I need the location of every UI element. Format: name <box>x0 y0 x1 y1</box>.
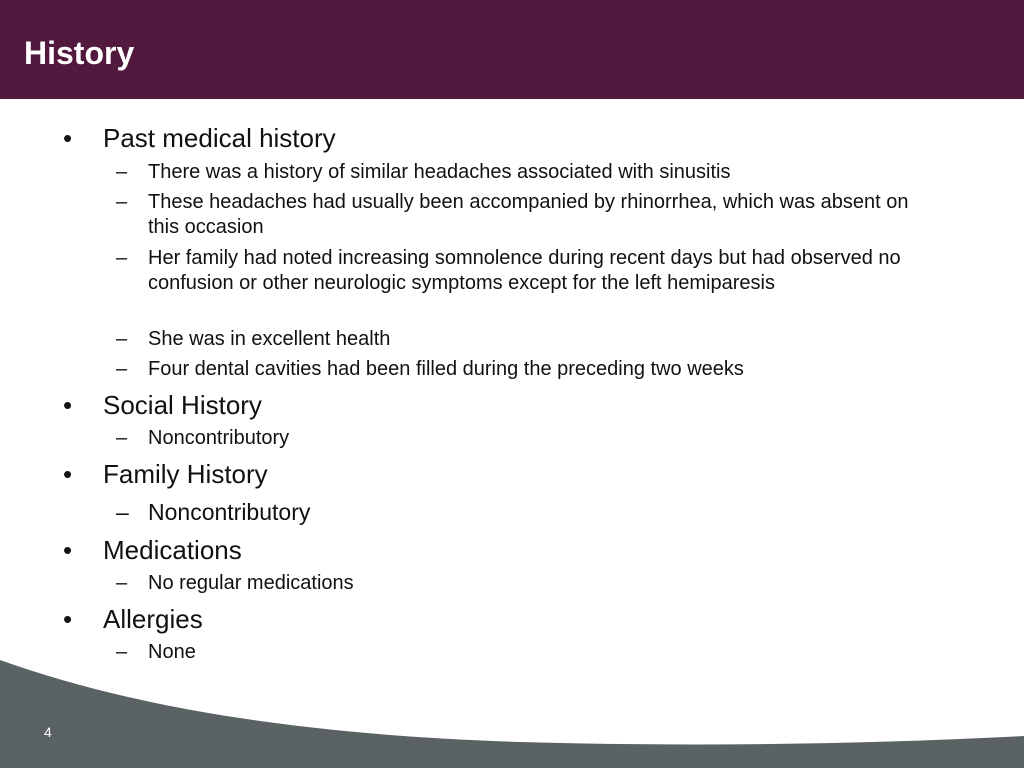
bullet-label: Social History <box>103 390 262 420</box>
footer-swoosh <box>0 640 1024 768</box>
sub-bullet-marker: – <box>116 247 128 269</box>
bullet-label: Family History <box>103 459 268 489</box>
sub-bullet-marker: – <box>116 641 128 663</box>
sub-bullet-marker: – <box>116 572 128 594</box>
sub-bullet-marker: – <box>116 358 128 380</box>
sub-bullet-marker: – <box>116 427 128 449</box>
sub-bullet-text: There was a history of similar headaches associated with sinusitis <box>148 161 731 183</box>
bullet-marker: • <box>63 459 73 489</box>
sub-bullet-text: Her family had noted increasing somnolence during recent days but had observed no confusion or other neurologic symptoms except for the left hemiparesis <box>148 247 901 294</box>
slide-title: History <box>24 35 135 71</box>
sub-bullet-text: These headaches had usually been accompanied by rhinorrhea, which was absent on this occasion <box>148 191 909 238</box>
sub-bullet-text: Noncontributory <box>148 499 311 525</box>
sub-bullet-marker: – <box>116 499 129 525</box>
sub-bullet-text: None <box>148 641 196 663</box>
sub-bullet-marker: – <box>116 191 128 213</box>
sub-bullet-text: She was in excellent health <box>148 328 391 350</box>
sub-bullet-marker: – <box>116 328 128 350</box>
footer-swoosh-shape <box>0 660 1024 768</box>
bullet-label: Medications <box>103 535 242 565</box>
bullet-label: Past medical history <box>103 123 336 153</box>
bullet-marker: • <box>63 535 73 565</box>
bullet-marker: • <box>63 123 73 153</box>
sub-bullet-text: Noncontributory <box>148 427 290 449</box>
sub-bullet-text: No regular medications <box>148 572 354 594</box>
bullet-marker: • <box>63 604 73 634</box>
page-number: 4 <box>44 724 52 740</box>
bullet-marker: • <box>63 390 73 420</box>
bullet-label: Allergies <box>103 604 203 634</box>
sub-bullet-text: Four dental cavities had been filled during the preceding two weeks <box>148 358 744 380</box>
sub-bullet-marker: – <box>116 161 128 183</box>
